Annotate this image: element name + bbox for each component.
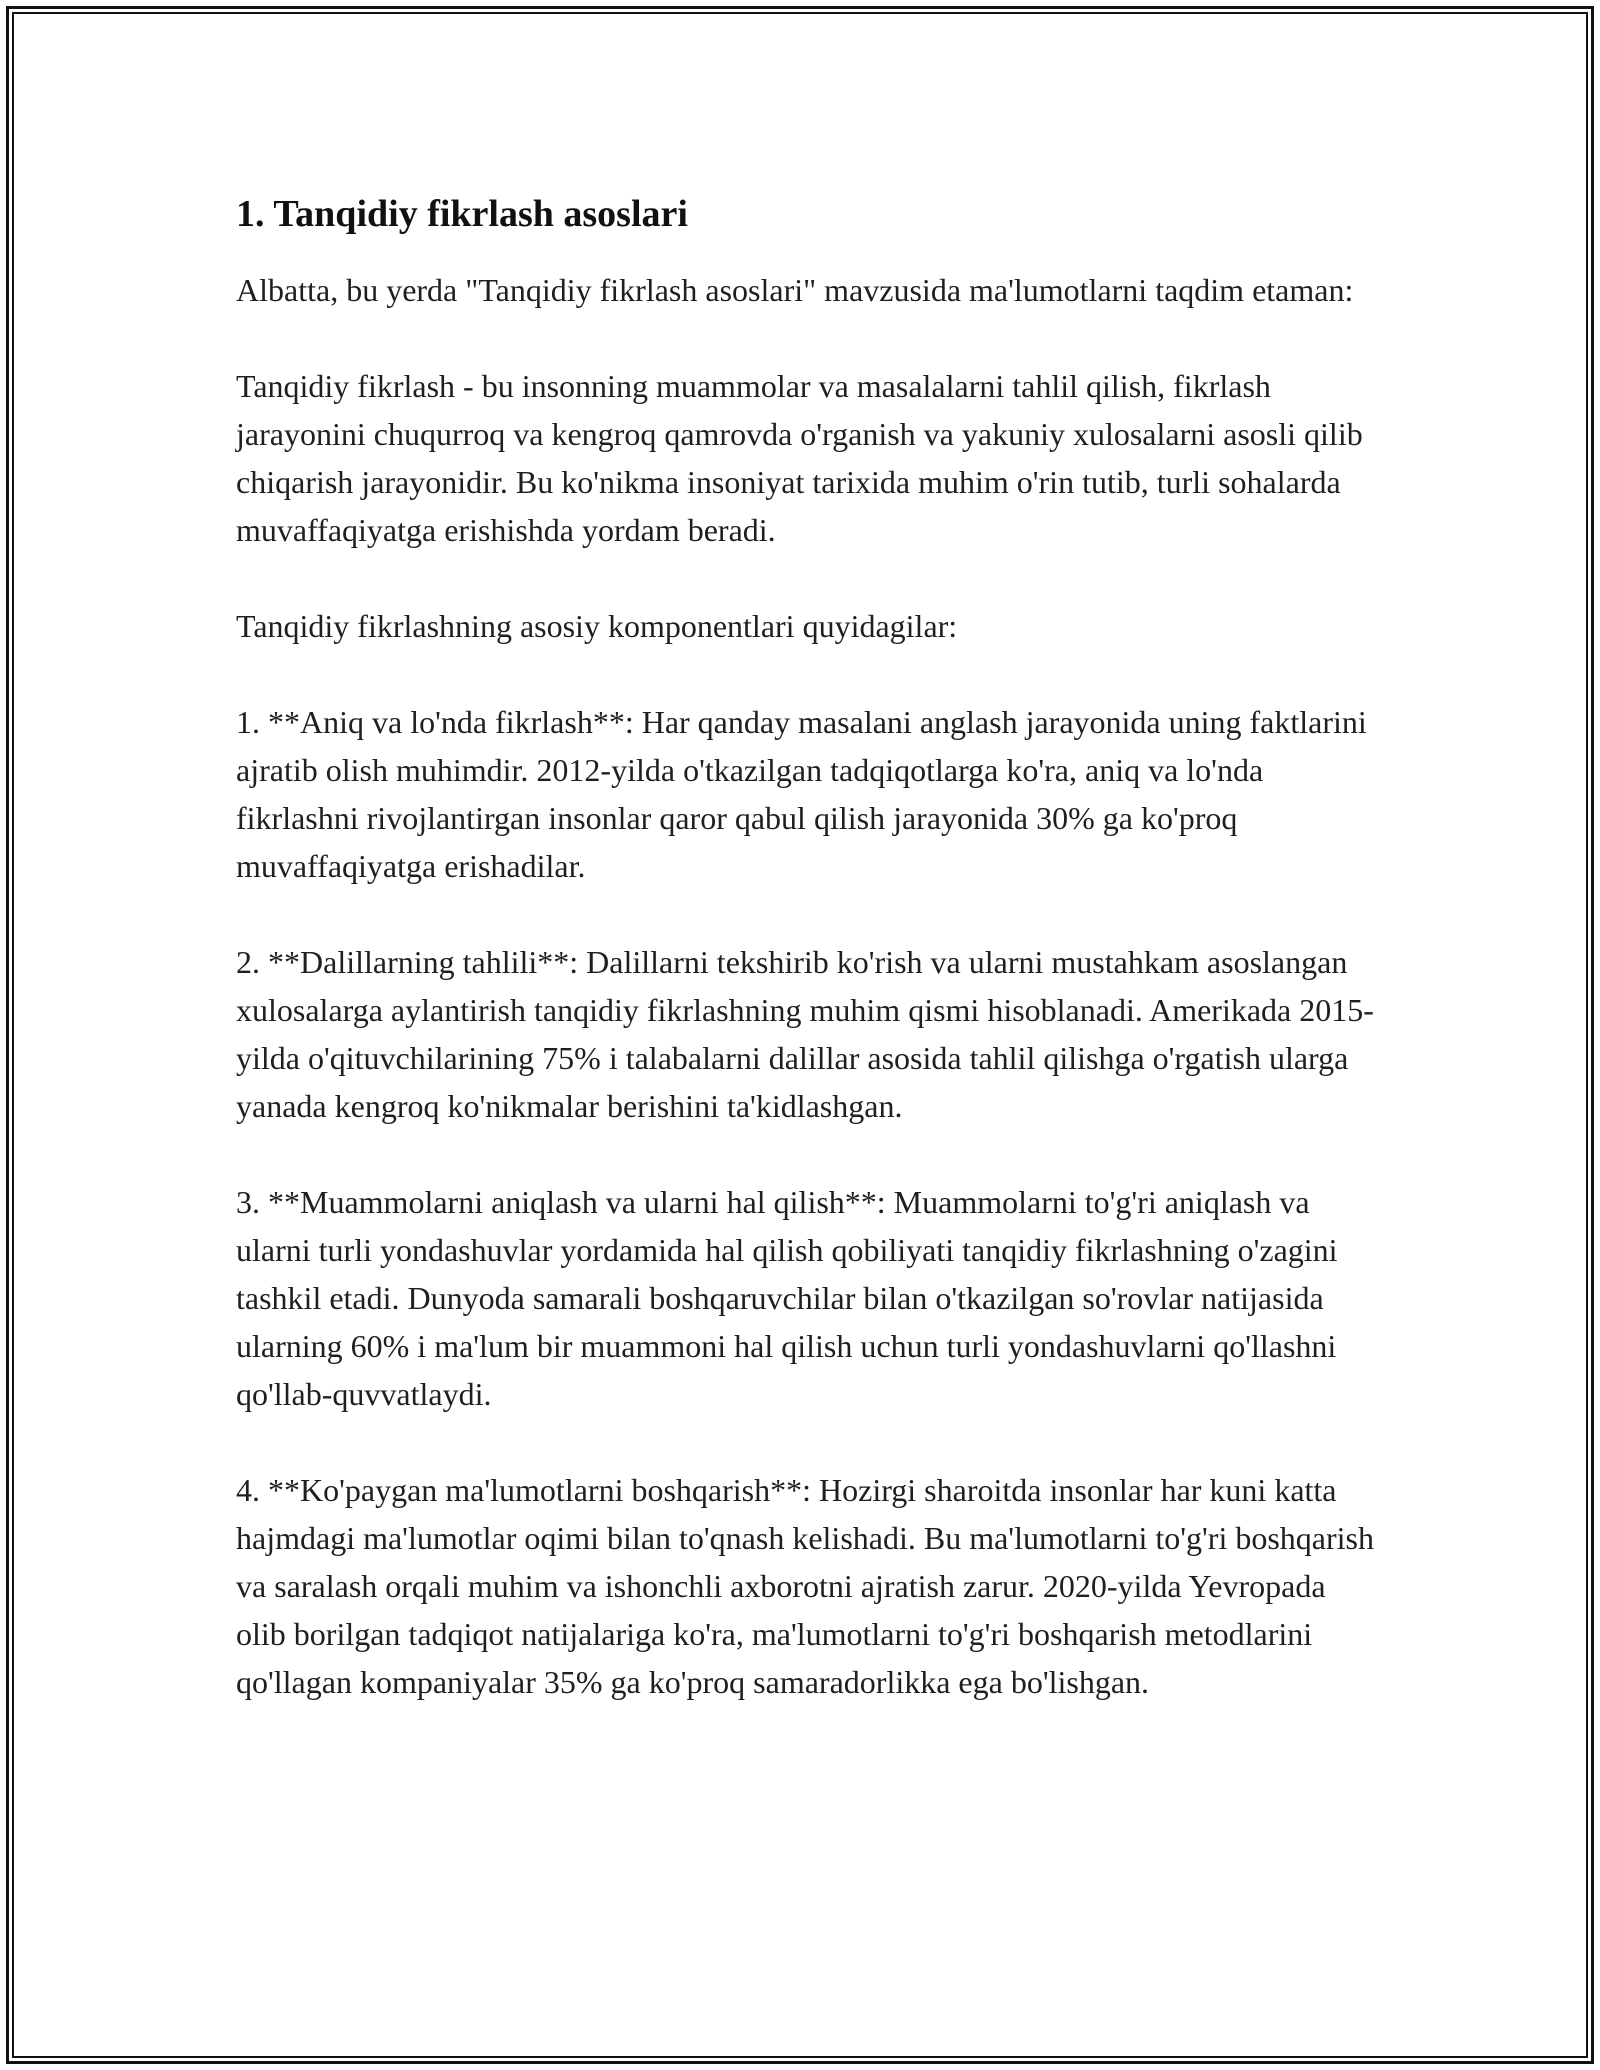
list-item-problem-solving: 3. **Muammolarni aniqlash va ularni hal qilish**: Muammolarni to'g'ri aniqlash va ularni turli yondashuvlar yordamida hal qilish qobiliyati tanqidiy fikrlashning o'zagini tashkil etadi. Dunyoda samarali boshqaruvchilar bilan o'tkazilgan so'rovlar natijasida ularning 60% i ma'lum bir muammoni hal qilish uchun turli yondashuvlarni qo'llashni qo'llab-quvvatlaydi. — [236, 1184, 1338, 1412]
list-item-evidence-analysis: 2. **Dalillarning tahlili**: Dalillarni tekshirib ko'rish va ularni mustahkam asoslangan xulosalarga aylantirish tanqidiy fikrlashning muhim qismi hisoblanadi. Amerikada 2015-yilda o'qituvchilarining 75% i talabalarni dalillar asosida tahlil qilishga o'rgatish ularga yanada kengroq ko'nikmalar berishini ta'kidlashgan. — [236, 944, 1374, 1124]
definition-paragraph: Tanqidiy fikrlash - bu insonning muammolar va masalalarni tahlil qilish, fikrlash jarayonini chuqurroq va kengroq qamrovda o'rganish va yakuniy xulosalarni asosli qilib chiqarish jarayonidir. Bu ko'nikma insoniyat tarixida muhim o'rin tutib, turli sohalarda muvaffaqiyatga erishishda yordam beradi. — [236, 368, 1363, 548]
components-heading-paragraph: Tanqidiy fikrlashning asosiy komponentlari quyidagilar: — [236, 608, 958, 644]
list-item-information-management: 4. **Ko'paygan ma'lumotlarni boshqarish**: Hozirgi sharoitda insonlar har kuni katta hajmdagi ma'lumotlar oqimi bilan to'qnash kelishadi. Bu ma'lumotlarni to'g'ri boshqarish va saralash orqali muhim va ishonchli axborotni ajratish zarur. 2020-yilda Yevropada olib borilgan tadqiqot natijalariga ko'ra, ma'lumotlarni to'g'ri boshqarish metodlarini qo'llagan kompaniyalar 35% ga ko'proq samaradorlikka ega bo'lishgan. — [236, 1472, 1374, 1700]
document-body — [236, 186, 1376, 1754]
list-item-clear-thinking: 1. **Aniq va lo'nda fikrlash**: Har qanday masalani anglash jarayonida uning faktlarini ajratib olish muhimdir. 2012-yilda o'tkazilgan tadqiqotlarga ko'ra, aniq va lo'nda fikrlashni rivojlantirgan insonlar qaror qabul qilish jarayonida 30% ga ko'proq muvaffaqiyatga erishadilar. — [236, 704, 1367, 884]
intro-paragraph: Albatta, bu yerda "Tanqidiy fikrlash asoslari" mavzusida ma'lumotlarni taqdim etaman: — [236, 272, 1354, 308]
document-title: 1. Tanqidiy fikrlash asoslari — [236, 193, 688, 235]
